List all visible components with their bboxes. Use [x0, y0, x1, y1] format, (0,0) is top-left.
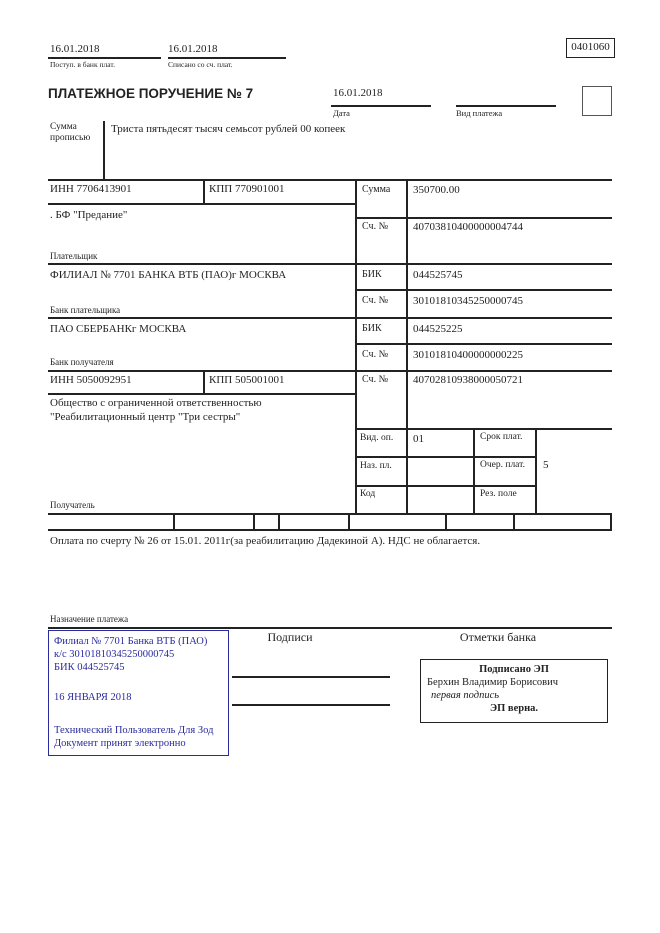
payer-bank-account: 30101810345250000745 — [413, 295, 523, 307]
payer-bank-account-label: Сч. № — [362, 295, 389, 306]
stamp-subtitle: первая подпись — [431, 690, 500, 701]
payer-section-label: Плательщик — [50, 251, 98, 261]
divider-under-date — [331, 105, 431, 107]
payer-name: . БФ "Предание" — [50, 209, 128, 221]
bank-note-line3: БИК 044525745 — [54, 662, 125, 673]
debited-date-label: Списано со сч. плат. — [168, 60, 233, 69]
sum-label: Сумма — [362, 184, 391, 195]
payment-type-label: Вид платежа — [456, 108, 503, 118]
table-line — [48, 317, 612, 319]
payee-bank-name: ПАО СБЕРБАНКг МОСКВА — [50, 323, 187, 335]
document-date: 16.01.2018 — [333, 87, 383, 99]
amount-words-divider — [103, 121, 105, 180]
payer-account: 40703810400000004744 — [413, 221, 523, 233]
payee-bank-account-label: Сч. № — [362, 349, 389, 360]
table-line — [48, 179, 612, 181]
debited-date: 16.01.2018 — [168, 43, 218, 55]
table-line — [513, 513, 515, 531]
stamp-title: Подписано ЭП — [479, 664, 549, 675]
order-label: Очер. плат. — [480, 460, 525, 470]
document-title: ПЛАТЕЖНОЕ ПОРУЧЕНИЕ № 7 — [48, 86, 254, 101]
table-line — [48, 513, 612, 515]
op-kind-label: Вид. оп. — [360, 433, 394, 443]
bank-electronic-note — [48, 630, 229, 756]
pay-purpose-label: Наз. пл. — [360, 461, 392, 471]
payee-name-line1: Общество с ограниченной ответственностью — [50, 397, 262, 409]
bank-note-line2: к/с 30101810345250000745 — [54, 649, 175, 660]
table-line — [406, 179, 408, 515]
received-date: 16.01.2018 — [50, 43, 100, 55]
divider-under-received-date — [48, 57, 161, 59]
table-line — [356, 485, 535, 487]
table-line — [48, 263, 612, 265]
signature-line-2 — [232, 704, 390, 706]
payer-bank-bik-label: БИК — [362, 269, 382, 280]
purpose-section-label: Назначение платежа — [50, 614, 129, 624]
sum-value: 350700.00 — [413, 184, 460, 196]
table-line — [356, 343, 612, 345]
payer-inn: ИНН 7706413901 — [50, 183, 132, 195]
payee-account-label: Сч. № — [362, 374, 389, 385]
table-line — [48, 370, 612, 372]
payee-bank-bik-label: БИК — [362, 323, 382, 334]
bank-note-line1: Филиал № 7701 Банка ВТБ (ПАО) — [54, 636, 208, 647]
purpose-text: Оплата по счерту № 26 от 15.01. 2011г(за реабилитацию Дадекиной А). НДС не облагается. — [50, 535, 481, 547]
bank-note-line4: 16 ЯНВАРЯ 2018 — [54, 692, 132, 703]
signature-stamp — [420, 659, 608, 723]
table-line — [356, 289, 612, 291]
form-code-box: 0401060 — [566, 38, 615, 58]
table-line — [445, 513, 447, 531]
table-line — [356, 456, 535, 458]
table-line — [48, 529, 612, 531]
payer-bank-bik: 044525745 — [413, 269, 463, 281]
payee-inn: ИНН 5050092951 — [50, 374, 132, 386]
divider-payment-type — [456, 105, 556, 107]
payee-account: 40702810938000050721 — [413, 374, 523, 386]
table-line — [356, 428, 612, 430]
table-line — [355, 179, 357, 515]
table-line — [356, 217, 612, 219]
payment-type-box — [582, 86, 612, 116]
code-label: Код — [360, 489, 376, 499]
payer-kpp: КПП 770901001 — [209, 183, 285, 195]
bank-note-line5: Технический Пользователь Для Зод — [54, 725, 214, 736]
stamp-verified: ЭП верна. — [489, 703, 538, 714]
table-line — [173, 513, 175, 531]
payer-account-label: Сч. № — [362, 221, 389, 232]
received-date-label: Поступ. в банк плат. — [50, 60, 115, 69]
table-line — [278, 513, 280, 531]
amount-words-value: Триста пятьдесят тысяч семьсот рублей 00 копеек — [111, 123, 346, 135]
op-kind-value: 01 — [413, 433, 424, 445]
payee-bank-section-label: Банк получателя — [50, 357, 114, 367]
table-line — [253, 513, 255, 531]
table-line — [473, 428, 475, 515]
payer-bank-name: ФИЛИАЛ № 7701 БАНКА ВТБ (ПАО)г МОСКВА — [50, 269, 287, 281]
table-line — [535, 428, 537, 515]
bank-note-line6: Документ принят электронно — [54, 738, 186, 749]
table-line — [203, 370, 205, 394]
reserve-label: Рез. поле — [480, 489, 517, 499]
amount-words-label: Сумма прописью — [50, 122, 91, 143]
term-label: Срок плат. — [480, 432, 523, 442]
payee-section-label: Получатель — [50, 500, 95, 510]
signature-line-1 — [232, 676, 390, 678]
payee-name-line2: "Реабилитационный центр "Три сестры" — [50, 411, 241, 423]
stamp-name: Берхин Владимир Борисович — [427, 677, 558, 688]
table-line — [48, 203, 356, 205]
table-line — [48, 393, 356, 395]
signatures-label: Подписи — [267, 630, 313, 644]
payee-bank-account: 30101810400000000225 — [413, 349, 523, 361]
footer-top-line — [48, 627, 612, 629]
payee-kpp: КПП 505001001 — [209, 374, 285, 386]
divider-under-debited-date — [168, 57, 286, 59]
table-line — [610, 513, 612, 531]
payee-bank-bik: 044525225 — [413, 323, 463, 335]
payer-bank-section-label: Банк плательщика — [50, 305, 121, 315]
bank-marks-label: Отметки банка — [459, 630, 537, 644]
date-label: Дата — [333, 108, 350, 118]
order-value: 5 — [543, 459, 549, 471]
table-line — [348, 513, 350, 531]
table-line — [203, 179, 205, 204]
